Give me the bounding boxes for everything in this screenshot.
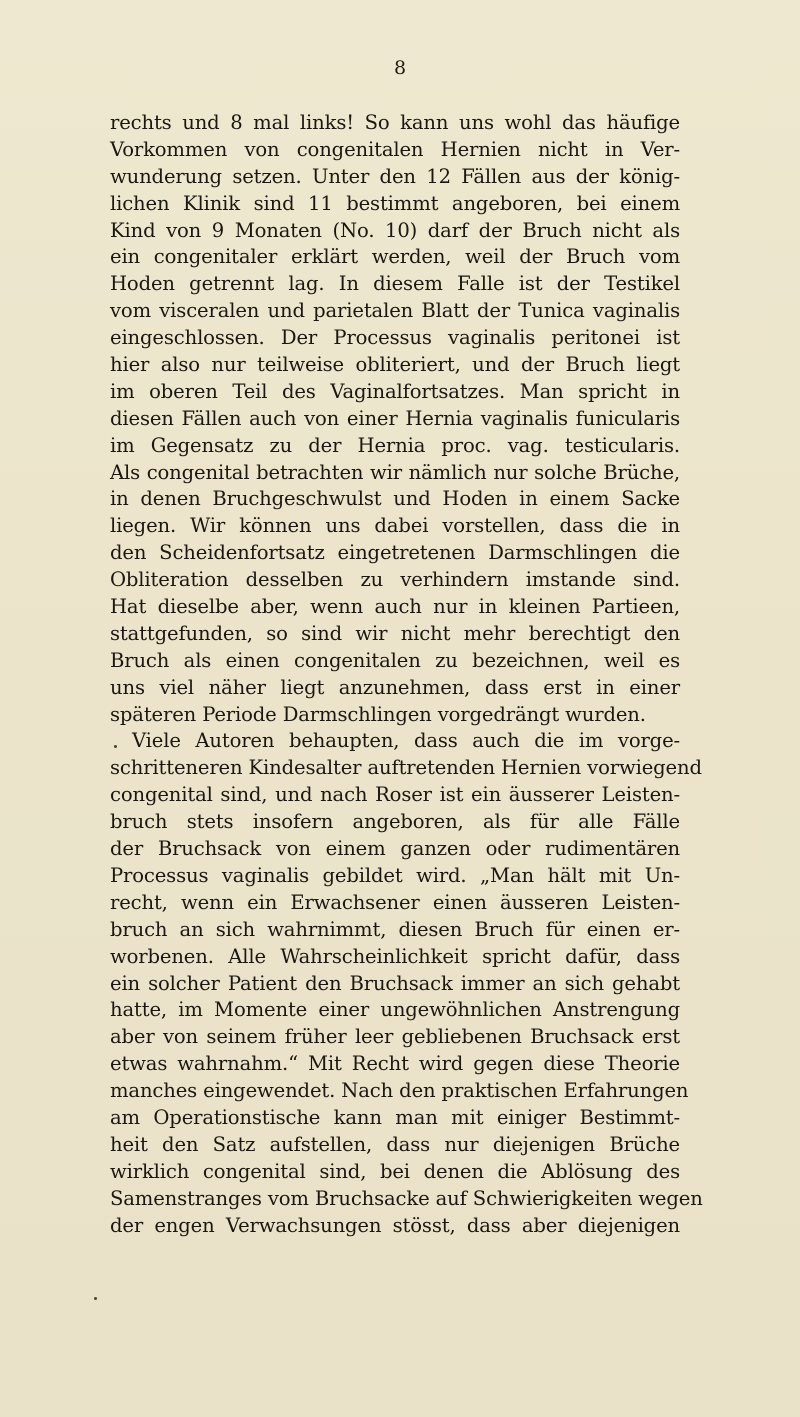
text-line: Hat dieselbe aber, wenn auch nur in kleinen Partieen, — [110, 595, 680, 619]
text-line: wunderung setzen. Unter den 12 Fällen aus der könig- — [110, 164, 680, 188]
text-line: lichen Klinik sind 11 bestimmt angeboren, bei einem — [110, 191, 680, 215]
text-line: eingeschlossen. Der Processus vaginalis peritonei ist — [110, 326, 680, 350]
ink-speck — [94, 1297, 97, 1300]
text-line: schritteneren Kindesalter auftretenden Hernien vorwiegend — [110, 756, 702, 780]
text-line: Kind von 9 Monaten (No. 10) darf der Bruch nicht als — [110, 218, 680, 242]
text-line: Obliteration desselben zu verhindern imstande sind. — [110, 568, 680, 592]
text-line: in denen Bruchgeschwulst und Hoden in einem Sacke — [110, 487, 680, 511]
text-line: aber von seinem früher leer gebliebenen Bruchsack erst — [110, 1025, 680, 1049]
text-line: Hoden getrennt lag. In diesem Falle ist der Testikel — [110, 272, 680, 296]
text-line: Vorkommen von congenitalen Hernien nicht in Ver- — [110, 137, 680, 161]
text-line: der engen Verwachsungen stösst, dass aber diejenigen — [110, 1213, 680, 1237]
text-line: heit den Satz aufstellen, dass nur diejenigen Brüche — [110, 1132, 680, 1156]
text-line: worbenen. Alle Wahrscheinlichkeit spricht dafür, dass — [110, 944, 680, 968]
text-line: liegen. Wir können uns dabei vorstellen, dass die in — [110, 514, 680, 538]
text-line: etwas wahrnahm.“ Mit Recht wird gegen diese Theorie — [110, 1052, 680, 1076]
text-line: recht, wenn ein Erwachsener einen äusseren Leisten- — [110, 890, 680, 914]
ink-speck — [114, 745, 117, 748]
text-line: congenital sind, und nach Roser ist ein äusserer Leisten- — [110, 783, 680, 807]
text-line: den Scheidenfortsatz eingetretenen Darmschlingen die — [110, 541, 680, 565]
text-line: vom visceralen und parietalen Blatt der Tunica vaginalis — [110, 299, 680, 323]
paragraph-start-line: Viele Autoren behaupten, dass auch die im vorge- — [132, 729, 680, 753]
body-text — [110, 110, 703, 1239]
text-line: Samenstranges vom Bruchsacke auf Schwierigkeiten wegen — [110, 1186, 703, 1210]
text-line: bruch an sich wahrnimmt, diesen Bruch für einen er- — [110, 917, 680, 941]
text-line: rechts und 8 mal links! So kann uns wohl das häufige — [110, 111, 680, 134]
text-line: ein congenitaler erklärt werden, weil der Bruch vom — [110, 245, 680, 269]
text-line: am Operationstische kann man mit einiger Bestimmt- — [110, 1105, 680, 1129]
text-line: hatte, im Momente einer ungewöhnlichen Anstrengung — [110, 998, 680, 1022]
text-line: stattgefunden, so sind wir nicht mehr berechtigt den — [110, 621, 680, 645]
text-line: ein solcher Patient den Bruchsack immer an sich gehabt — [110, 971, 680, 995]
text-line: wirklich congenital sind, bei denen die Ablösung des — [110, 1159, 680, 1183]
text-line: uns viel näher liegt anzunehmen, dass erst in einer — [110, 675, 680, 699]
text-line: Bruch als einen congenitalen zu bezeichnen, weil es — [110, 648, 680, 672]
text-line: manches eingewendet. Nach den praktischen Erfahrungen — [110, 1079, 689, 1103]
text-line: diesen Fällen auch von einer Hernia vaginalis funicularis — [110, 406, 680, 430]
text-line: der Bruchsack von einem ganzen oder rudimentären — [110, 837, 680, 861]
text-line: im Gegensatz zu der Hernia proc. vag. testicularis. — [110, 433, 680, 457]
text-line: Als congenital betrachten wir nämlich nur solche Brüche, — [110, 460, 680, 484]
page-number: 8 — [393, 57, 407, 79]
text-line: bruch stets insofern angeboren, als für alle Fälle — [110, 810, 680, 834]
text-line: hier also nur teilweise obliteriert, und der Bruch liegt — [110, 353, 680, 377]
paragraph-end-line: späteren Periode Darmschlingen vorgedrängt wurden. — [110, 702, 646, 726]
text-line: im oberen Teil des Vaginalfortsatzes. Man spricht in — [110, 379, 680, 403]
text-line: Processus vaginalis gebildet wird. „Man hält mit Un- — [110, 863, 680, 887]
